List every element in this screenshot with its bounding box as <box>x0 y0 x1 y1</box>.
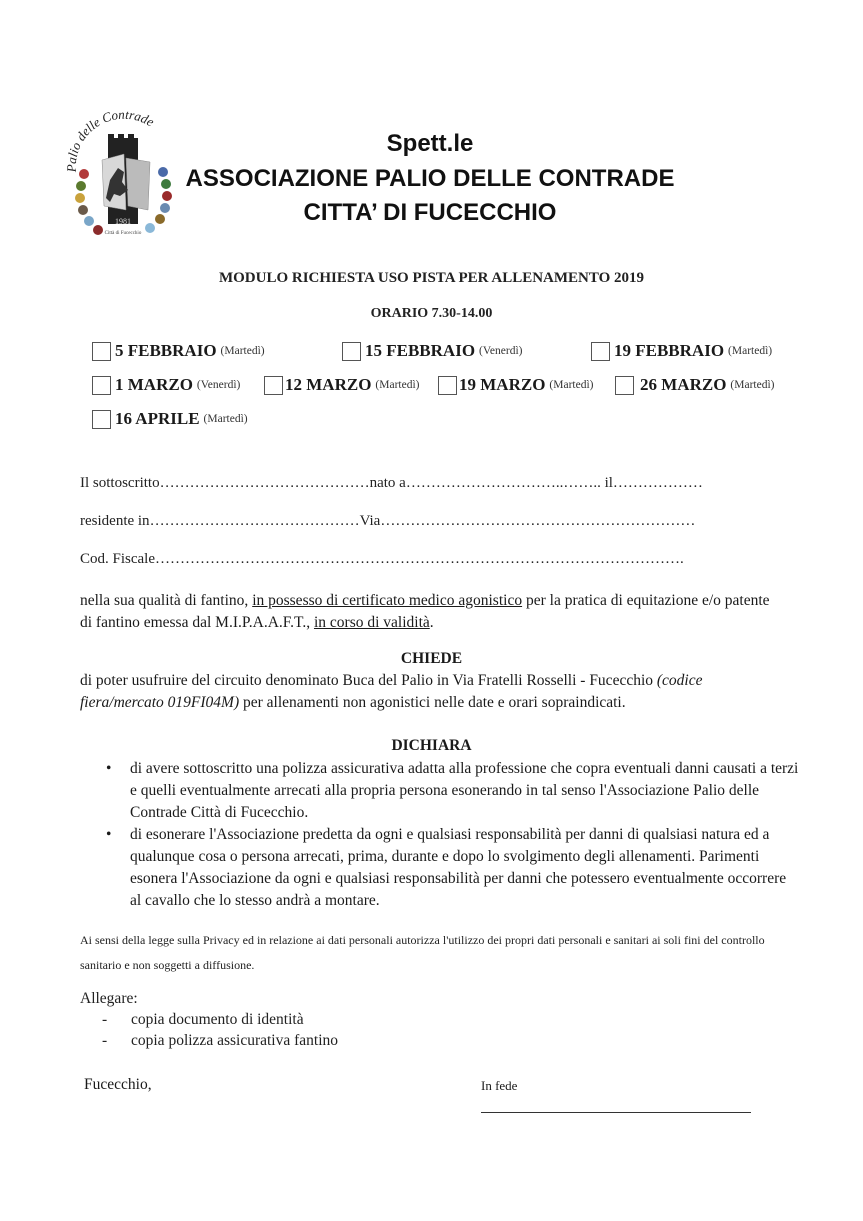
date-label: 12 MARZO <box>285 375 372 394</box>
attachment-text: copia documento di identità <box>131 1011 304 1028</box>
place-label: Fucecchio, <box>84 1076 152 1093</box>
date-label: 15 FEBBRAIO <box>365 341 476 360</box>
declaration-text: di avere sottoscritto una polizza assicurativa adatta alla professione che copra eventuali danni causati a terzi e quelli eventualmente arrecati alla propria persona esonerando in tal senso l'Associazione Palio delle Contrade Città di Fucecchio. <box>130 760 799 821</box>
weekday-label: (Martedì) <box>728 345 773 357</box>
logo-arc-text: Palio delle Contrade <box>64 110 157 173</box>
date-option[interactable] <box>591 341 772 361</box>
declaration-text: di esonerare l'Associazione predetta da ogni e qualsiasi responsabilità per danni di qualsiasi natura ed a qualunque cosa o persona arrecati, prima, durante e dopo lo svolgimento degli allenamenti. Parimenti esonera l'Associazione da ogni e qualsiasi responsabilità per danni che potessero eventualmente occorrere al cavallo che lo stesso andrà a montare. <box>130 826 787 909</box>
dichiara-heading: DICHIARA <box>391 737 472 754</box>
request-text: per allenamenti non agonistici nelle date e orari sopraindicati. <box>239 694 626 711</box>
dash-icon: - <box>102 1032 108 1049</box>
date-checkbox[interactable] <box>615 376 634 395</box>
chiede-heading: CHIEDE <box>400 650 463 667</box>
date-option[interactable] <box>615 375 775 395</box>
date-checkbox[interactable] <box>92 410 111 429</box>
applicant-line <box>80 475 780 492</box>
privacy-notice: Ai sensi della legge sulla Privacy ed in relazione ai dati personali autorizza l'utilizzo dei propri dati personali e sanitari ai soli fini del controllo sanitario e non soggetti a diffusione. <box>80 933 765 972</box>
dash-icon: - <box>102 1011 108 1028</box>
date-label: 5 FEBBRAIO <box>115 341 217 360</box>
residence-field[interactable]: …………………………………… <box>149 513 360 529</box>
date-option[interactable] <box>264 375 420 395</box>
birthdate-label: il <box>600 475 613 491</box>
sottoscritto-label: Il sottoscritto <box>80 475 160 491</box>
weekday-label: (Martedì) <box>203 413 248 425</box>
birthplace-label: nato a <box>369 475 406 491</box>
bullet-icon: • <box>106 760 112 777</box>
birthplace-field[interactable]: …………………………..…….. <box>405 475 601 491</box>
declarations-list <box>80 758 800 912</box>
date-option[interactable] <box>92 341 265 361</box>
birthdate-field[interactable]: ……………… <box>612 475 703 491</box>
street-label: Via <box>359 513 381 529</box>
weekday-label: (Martedì) <box>375 379 420 391</box>
declaration-item <box>80 758 800 824</box>
header-salutation: Spett.le <box>386 130 474 157</box>
date-option[interactable] <box>438 375 594 395</box>
date-label: 16 APRILE <box>115 409 200 428</box>
chiede-paragraph <box>80 670 780 714</box>
palio-logo <box>64 110 182 240</box>
date-label: 26 MARZO <box>640 375 727 394</box>
sottoscritto-field[interactable]: …………………………………… <box>159 475 370 491</box>
signature-field[interactable] <box>481 1112 751 1113</box>
tax-code-field[interactable]: ……………………………………………………………………………………………. <box>155 551 684 567</box>
bullet-icon: • <box>106 826 112 843</box>
attachment-item <box>80 1030 338 1051</box>
attachments-section <box>80 988 338 1051</box>
date-checkbox[interactable] <box>92 376 111 395</box>
date-label: 19 MARZO <box>459 375 546 394</box>
market-code-text: (codice fiera/mercato 019FI04M) <box>80 672 703 711</box>
tax-code-label: Cod. Fiscale <box>80 551 155 567</box>
signature-label: In fede <box>481 1078 518 1093</box>
medical-certificate-text: in possesso di certificato medico agonistico <box>252 592 523 609</box>
street-field[interactable]: ……………………………………………………… <box>380 513 696 529</box>
date-option[interactable] <box>92 409 248 429</box>
qualification-text: . <box>429 614 434 631</box>
tax-code-line <box>80 551 780 568</box>
weekday-label: (Venerdì) <box>196 379 241 391</box>
request-text: di poter usufruire del circuito denominato Buca del Palio in Via Fratelli Rosselli - Fucecchio <box>80 672 657 689</box>
residence-label: residente in <box>80 513 150 529</box>
weekday-label: (Martedì) <box>549 379 594 391</box>
header-city: CITTA’ DI FUCECCHIO <box>303 199 557 226</box>
date-option[interactable] <box>342 341 522 361</box>
attachment-item <box>80 1009 338 1030</box>
residence-line <box>80 513 780 530</box>
weekday-label: (Martedì) <box>220 345 265 357</box>
palio-emblem-icon <box>64 110 182 240</box>
logo-year: 1981 <box>115 217 131 226</box>
qualification-text: per la pratica di equitazione e/o patente di fantino emessa dal M.I.P.A.A.F.T., <box>80 592 770 631</box>
date-label: 19 FEBBRAIO <box>614 341 725 360</box>
declaration-item <box>80 824 800 912</box>
date-label: 1 MARZO <box>115 375 193 394</box>
date-checkbox[interactable] <box>264 376 283 395</box>
header-association-name: ASSOCIAZIONE PALIO DELLE CONTRADE <box>185 165 675 192</box>
date-option[interactable] <box>92 375 240 395</box>
attachment-text: copia polizza assicurativa fantino <box>131 1032 339 1049</box>
date-checkbox[interactable] <box>92 342 111 361</box>
qualification-paragraph <box>80 590 780 634</box>
date-checkbox[interactable] <box>438 376 457 395</box>
qualification-text: nella sua qualità di fantino, <box>80 592 253 609</box>
date-checkbox[interactable] <box>591 342 610 361</box>
form-title: MODULO RICHIESTA USO PISTA PER ALLENAMENTO 2019 <box>218 270 645 286</box>
date-checkbox[interactable] <box>342 342 361 361</box>
schedule-hours: ORARIO 7.30-14.00 <box>370 306 493 321</box>
weekday-label: (Venerdì) <box>479 345 523 357</box>
attachments-label: Allegare: <box>80 990 138 1007</box>
validity-text: in corso di validità <box>313 614 430 631</box>
logo-caption: Città di Fucecchio <box>104 231 142 236</box>
weekday-label: (Martedì) <box>730 379 775 391</box>
